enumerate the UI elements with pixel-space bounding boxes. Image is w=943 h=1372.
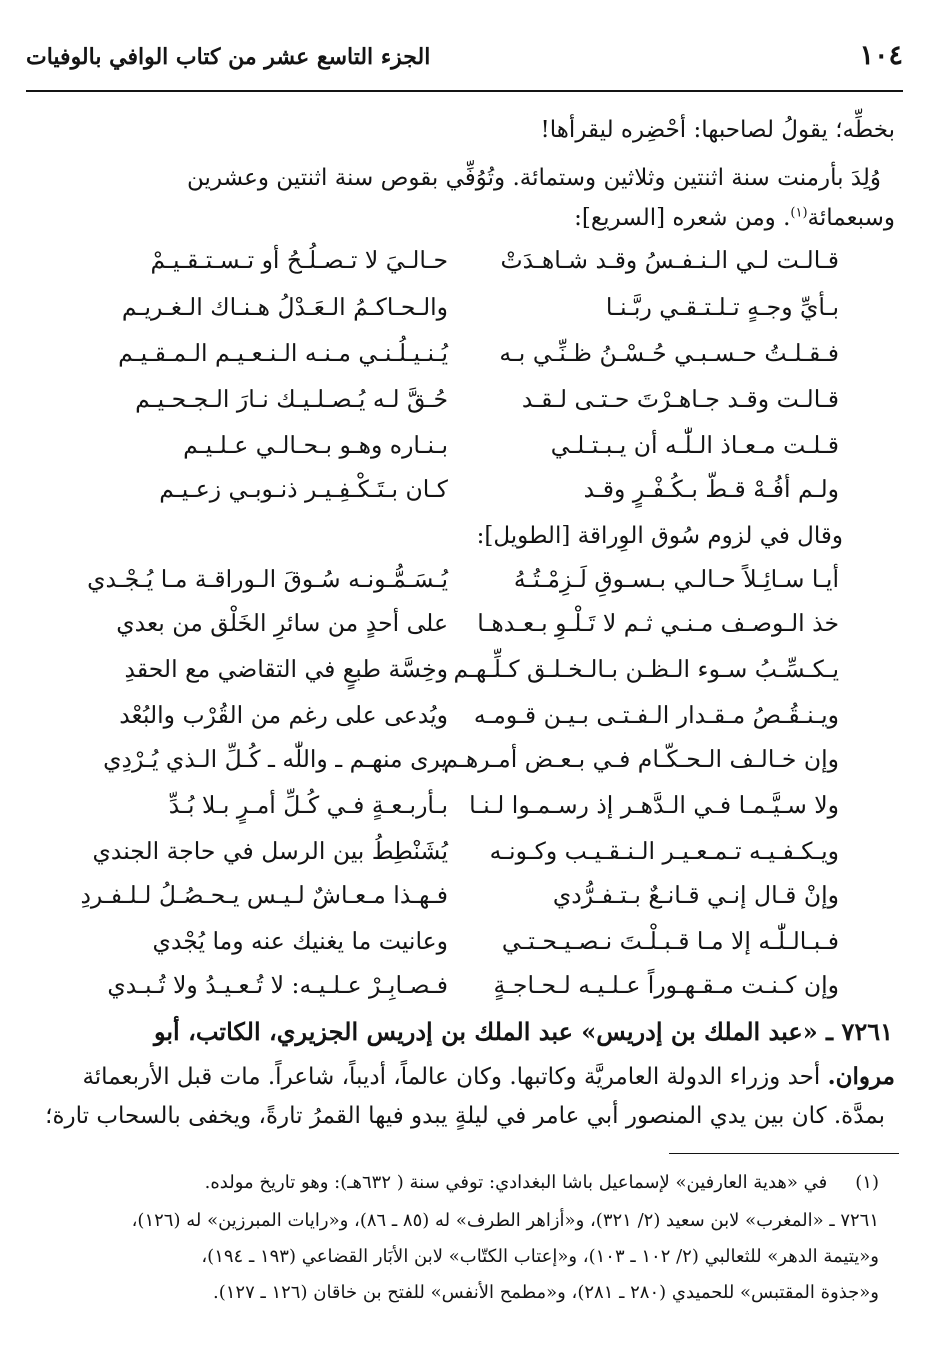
poem2-verse-10-right: وإن كـنـت مـقـهـوراً عـلـيـه لـحـاجـةٍ: [493, 971, 839, 999]
poem2-verse-2-left: على أحدٍ من سائرِ الخَلْق من بعدي: [116, 609, 448, 637]
poem2-verse-1-right: أيـا سـائِـلاً حـالـي بـسـوقِ لَـزِمْـتُـهُ: [513, 565, 839, 593]
footnote-ref-1: (١): [790, 205, 808, 221]
poem2-verse-4-left: ويُدعى على رغم من القُرْب والبُعْد: [119, 701, 448, 729]
poem2-intro: وقال في لزوم سُوق الوِراقة [الطويل]:: [476, 523, 843, 549]
poem2-verse-1-left: يُـسَـمُّـونـه سُـوقَ الـوراقـة مـا يُـجْـدي: [87, 565, 448, 593]
poem2-verse-2-right: خذ الـوصـف مـنـي ثـم لا تَـلْـوِ بـعـدهـا: [477, 609, 839, 637]
footnote-1-label: (١): [855, 1172, 879, 1193]
poem1-verse-3-left: يُـنـيـلُـنـي مـنـه الـنـعـيـم الـمـقـيـم: [118, 339, 448, 367]
intro-line-3-meter: . ومن شعره [السريع]:: [574, 205, 791, 231]
poem2-verse-9-right: فـبـالـلّٰـه إلا مـا قـبـلْـتَ نـصـيـحـتـي: [501, 927, 839, 955]
entry-line-3: بمدَّة. كان بين يدي المنصور أبي عامر في ليلةٍ يبدو فيها القمرُ تارةً، ويخفى بالسحاب تارة؛: [45, 1103, 885, 1129]
entry-name-end: مروان.: [827, 1063, 895, 1090]
footnote-2-line-3: و«جذوة المقتبس» للحميدي (٢٨٠ ـ ٢٨١)، و«مطمح الأنفس» للفتح بن خاقان (١٢٦ ـ ١٢٧).: [212, 1282, 879, 1303]
running-title: الجزء التاسع عشر من كتاب الوافي بالوفيات: [26, 44, 431, 70]
footnote-2-line-1: ٧٢٦١ ـ «المغرب» لابن سعيد (٢/ ٣٢١)، و«أزاهر الطرف» له (٨٥ ـ ٨٦)، و«رايات المبرزين» له (١٢٦)،: [131, 1210, 879, 1231]
poem2-verse-5-left: يرى منهـم ـ واللّٰه ـ كُـلِّ الـذي يُـرْدِي: [103, 745, 448, 773]
intro-line-3: [574, 202, 895, 234]
poem1-verse-6-right: ولـم أفُـهْ قـطّ بـكُـفْـرٍ وقـد: [583, 475, 839, 503]
page-number: ١٠٤: [859, 40, 903, 71]
entry-line-2: [82, 1061, 895, 1093]
poem2-verse-5-right: وإن خـالـف الـحـكّـام فـي بـعـض أمـرهـم: [443, 745, 839, 773]
poem1-verse-4-right: قـالـت وقـد جـاهـرْتَ حـتـى لـقـد: [521, 385, 839, 413]
poem2-verse-10-left: فـصـابِـرْ عـلـيـه: لا تُـعـيـدُ ولا تُـبـدي: [107, 971, 448, 999]
poem2-verse-6-right: ولا سـيَّـمـا فـي الـدَّهـر إذ رسـمـوا لـنـا: [469, 791, 839, 819]
poem1-verse-1-right: قـالـت لـي الـنـفـسُ وقـد شـاهـدَتْ: [500, 246, 839, 274]
footnote-1-text: في «هدية العارفين» لإسماعيل باشا البغدادي: توفي سنة ( ٦٣٢هـ): وهو تاريخ مولده.: [204, 1172, 828, 1193]
entry-heading: ٧٢٦١ ـ «عبد الملك بن إدريس» عبد الملك بن إدريس الجزيري، الكاتب، أبو: [153, 1017, 893, 1046]
poem1-verse-2-left: والـحـاكـمُ الـعَـدْلُ هـنـاك الـغـريـم: [121, 293, 448, 321]
poem1-verse-3-right: فـقـلـتُ حـسـبـي حُـسْـنُ ظـنِّـي بـه: [499, 339, 839, 367]
poem1-verse-5-right: قـلـت مـعـاذ الـلّٰـه أن يـبـتـلـي: [550, 431, 839, 459]
intro-line-2: وُلِدَ بأرمنت سنة اثنتين وثلاثين وستمائة. وتُوُفِّي بقوص سنة اثنتين وعشرين: [187, 165, 881, 191]
entry-line-2-text: أحد وزراء الدولة العامريَّة وكاتبها. وكان عالماً، أديباً، شاعراً. مات قبل الأربعمائة: [82, 1064, 828, 1090]
running-header: [26, 38, 903, 84]
footnote-2-line-2: و«يتيمة الدهر» للثعالبي (٢/ ١٠٢ ـ ١٠٣)، و«إعتاب الكتّاب» لابن الأبَار القضاعي (١٩٣ ـ ١٩٤)،: [201, 1246, 879, 1267]
header-rule: [26, 90, 903, 92]
poem2-verse-7-left: يُشَنْطِطُ بين الرسل في حاجة الجندي: [92, 837, 448, 865]
poem2-verse-7-right: ويـكـفـيـه تـمـعـيـر الـنـقـيـب وكـونـه: [489, 837, 839, 865]
poem1-verse-4-left: حُـقَّ لـه يُـصـلـيـك نـارَ الـجـحـيـم: [135, 385, 448, 413]
poem2-verse-8-left: فـهـذا مـعـاشٌ لـيـس يـحـصُـلُ لـلـفـردِ: [80, 881, 448, 909]
footnote-rule: [669, 1153, 899, 1154]
poem2-verse-6-left: بـأربـعـةٍ فـي كُـلِّ أمـرٍ بـلا بُـدِّ: [168, 791, 448, 819]
poem2-verse-9-left: وعانيت ما يغنيك عنه وما يُجْدي: [152, 927, 448, 955]
poem2-verse-8-right: وإنْ قـال إنـي قـانـعٌ بـتـفـرُّدي: [552, 881, 839, 909]
poem1-verse-2-right: بـأيِّ وجـهٍ تـلـتـقـي ربَّـنـا: [605, 293, 839, 321]
intro-line-3-text: وسبعمائة: [807, 205, 895, 231]
poem1-verse-6-left: كـان بـتَـكْـفِـيـر ذنـوبـي زعـيـم: [159, 475, 448, 503]
poem1-verse-1-left: حـالـيَ لا تـصـلُـحُ أو تـسـتـقـيـمْ: [150, 246, 448, 274]
intro-line-1: بخطِّه؛ يقولُ لصاحبها: أحْضِره ليقرأها!: [540, 117, 895, 143]
poem2-verse-3-left: وخِسَّة طبعٍ في التقاضي مع الحقدِ: [124, 655, 448, 683]
footnote-1: [205, 1170, 879, 1196]
poem2-verse-3-right: يـكـسِّـبُ سـوء الـظـن بـالـخـلـق كـلِّـهـم: [453, 655, 839, 683]
poem2-verse-4-right: ويـنـقُـصُ مـقـدار الـفـتـى بـيـن قـومـه: [473, 701, 839, 729]
poem1-verse-5-left: بـنـاره وهـو بـحـالـي عـلـيـم: [183, 431, 448, 459]
